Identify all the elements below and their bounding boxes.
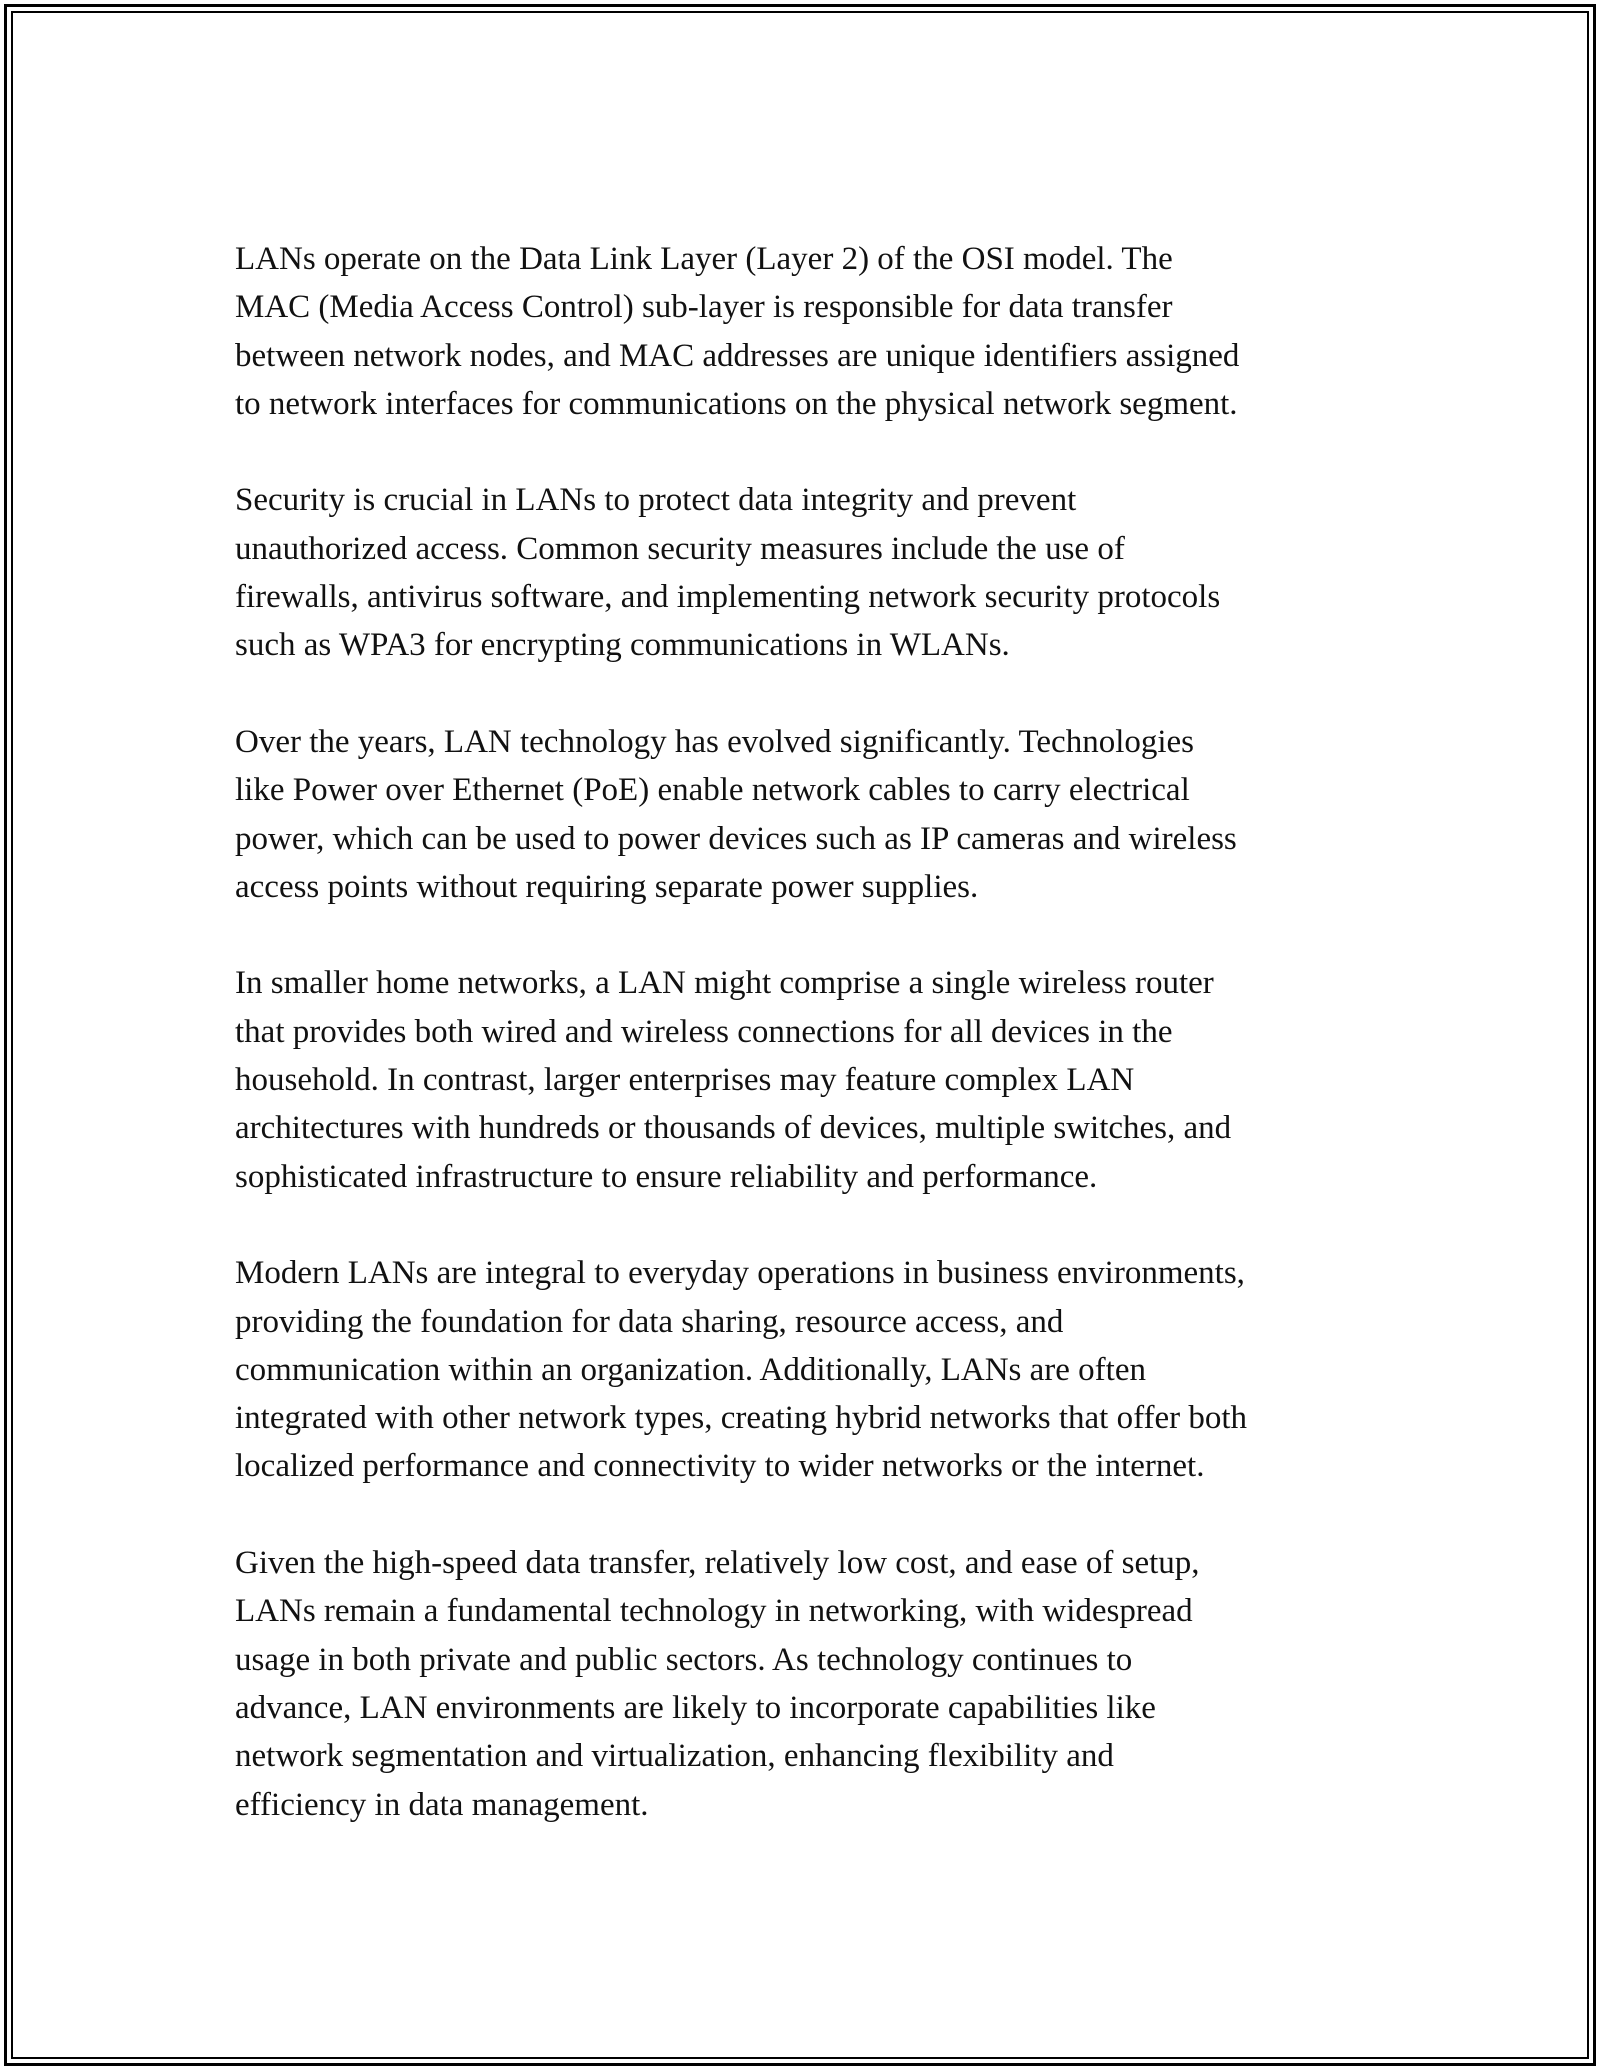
text-line: such as WPA3 for encrypting communications in WLANs. <box>235 627 1010 664</box>
text-line: access points without requiring separate power supplies. <box>235 868 979 905</box>
text-line: sophisticated infrastructure to ensure reliability and performance. <box>235 1158 1098 1195</box>
text-line: localized performance and connectivity to wider networks or the internet. <box>235 1448 1205 1485</box>
document-body <box>235 235 1365 1877</box>
text-line: LANs operate on the Data Link Layer (Layer 2) of the OSI model. The <box>235 241 1173 277</box>
text-line: advance, LAN environments are likely to incorporate capabilities like <box>235 1689 1156 1726</box>
text-line: MAC (Media Access Control) sub-layer is responsible for data transfer <box>235 289 1173 326</box>
text-line: Modern LANs are integral to everyday operations in business environments, <box>235 1255 1245 1292</box>
text-line: Security is crucial in LANs to protect data integrity and prevent <box>235 482 1077 519</box>
text-line: LANs remain a fundamental technology in networking, with widespread <box>235 1593 1193 1630</box>
text-line: like Power over Ethernet (PoE) enable network cables to carry electrical <box>235 772 1190 809</box>
text-line: household. In contrast, larger enterprises may feature complex LAN <box>235 1062 1135 1099</box>
text-line: Over the years, LAN technology has evolved significantly. Technologies <box>235 723 1195 760</box>
paragraph-evolution <box>235 718 1365 911</box>
paragraph-modern-lans <box>235 1249 1365 1490</box>
text-line: firewalls, antivirus software, and implementing network security protocols <box>235 579 1221 616</box>
text-line: In smaller home networks, a LAN might comprise a single wireless router <box>235 965 1214 1002</box>
paragraph-osi-layer <box>235 235 1365 428</box>
text-line: to network interfaces for communications on the physical network segment. <box>235 385 1238 422</box>
text-line: providing the foundation for data sharing, resource access, and <box>235 1303 1064 1340</box>
text-line: usage in both private and public sectors. As technology continues to <box>235 1641 1133 1678</box>
paragraph-conclusion <box>235 1539 1365 1829</box>
text-line: integrated with other network types, creating hybrid networks that offer both <box>235 1400 1248 1437</box>
text-line: Given the high-speed data transfer, relatively low cost, and ease of setup, <box>235 1545 1200 1582</box>
text-line: that provides both wired and wireless connections for all devices in the <box>235 1013 1173 1050</box>
paragraph-home-vs-enterprise <box>235 959 1365 1200</box>
text-line: unauthorized access. Common security measures include the use of <box>235 530 1125 567</box>
text-line: between network nodes, and MAC addresses are unique identifiers assigned <box>235 337 1240 374</box>
paragraph-security <box>235 476 1365 669</box>
text-line: architectures with hundreds or thousands of devices, multiple switches, and <box>235 1110 1232 1147</box>
text-line: network segmentation and virtualization, enhancing flexibility and <box>235 1738 1114 1775</box>
text-line: communication within an organization. Additionally, LANs are often <box>235 1351 1146 1388</box>
text-line: power, which can be used to power devices such as IP cameras and wireless <box>235 820 1237 857</box>
text-line: efficiency in data management. <box>235 1786 649 1823</box>
